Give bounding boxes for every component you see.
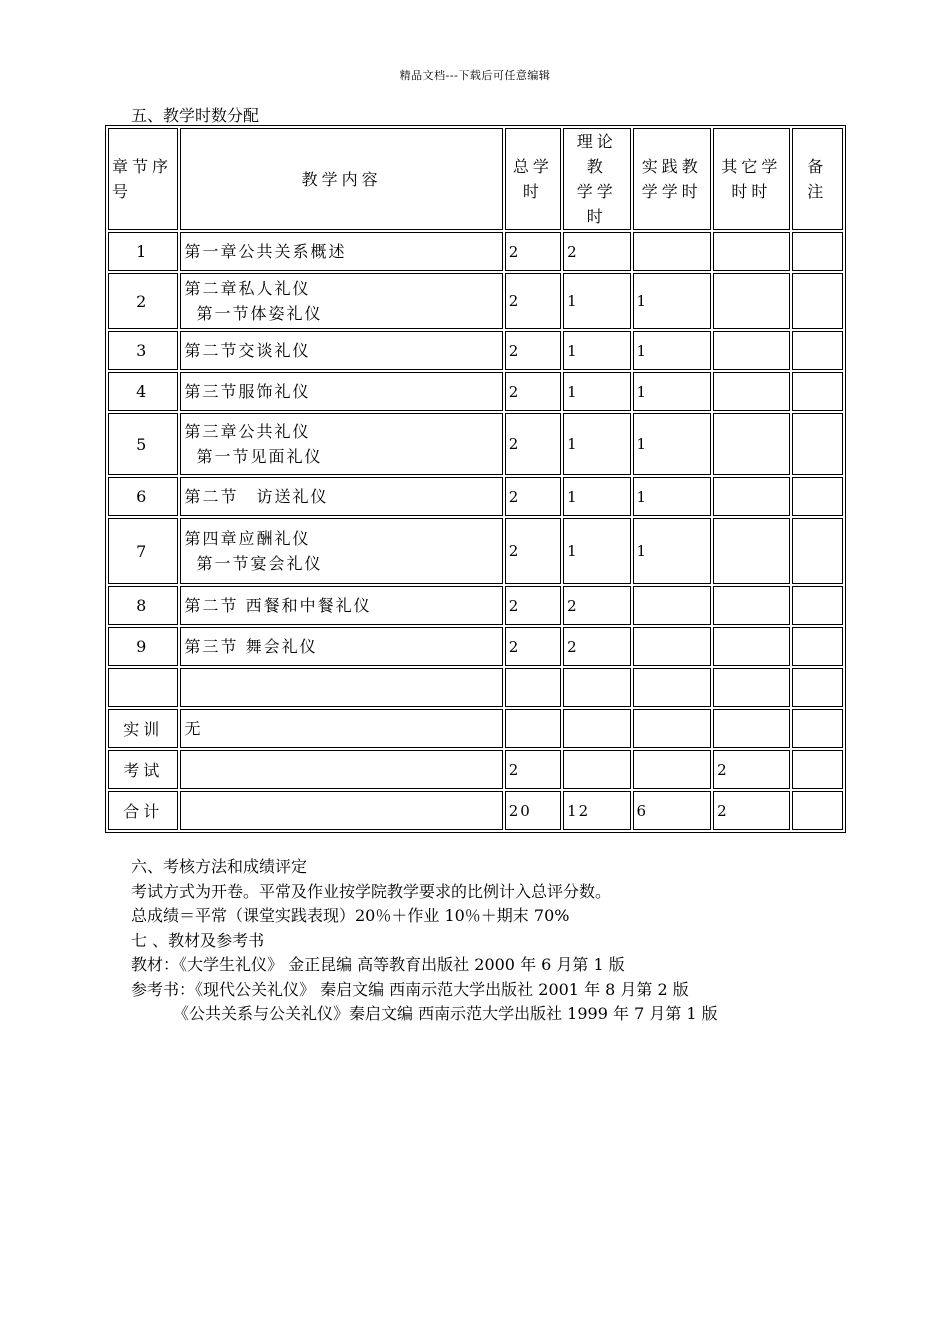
cell-theory: 1 — [563, 331, 630, 370]
content-line: 第三节服饰礼仪 — [184, 382, 311, 401]
cell-total: 2 — [505, 273, 561, 329]
page-header: 精品文档---下载后可任意编辑 — [399, 69, 551, 82]
cell-index: 6 — [108, 477, 178, 516]
table-row — [108, 627, 843, 666]
header-theory-line2: 学学时 — [576, 182, 617, 226]
cell-other — [713, 372, 790, 411]
cell-theory: 1 — [563, 518, 630, 584]
cell-theory — [563, 750, 630, 789]
header-chapter-index-line2: 号 — [112, 182, 133, 201]
cell-theory: 1 — [563, 477, 630, 516]
grade-formula-text: 总成绩＝平常（课堂实践表现）20％＋作业 10％＋期末 70% — [131, 906, 570, 925]
cell-practice: 1 — [633, 477, 712, 516]
content-line: 第一章公共关系概述 — [184, 242, 347, 261]
cell-total: 2 — [505, 372, 561, 411]
cell-remark — [792, 232, 843, 271]
header-practice-line2: 学学时 — [641, 182, 702, 201]
cell-index: 7 — [108, 518, 178, 584]
cell-content — [180, 232, 502, 271]
cell-remark — [792, 668, 843, 707]
cell-other — [713, 668, 790, 707]
cell-other — [713, 518, 790, 584]
cell-content — [180, 372, 502, 411]
assessment-and-textbooks — [131, 855, 718, 1027]
cell-content — [180, 477, 502, 516]
cell-content — [180, 750, 502, 789]
cell-total: 2 — [505, 586, 561, 625]
table-header-row — [108, 128, 843, 230]
header-other-hours — [713, 128, 790, 230]
cell-total: 2 — [505, 232, 561, 271]
header-chapter-index — [108, 128, 178, 230]
cell-remark — [792, 709, 843, 748]
cell-practice — [633, 232, 712, 271]
cell-content — [180, 709, 502, 748]
cell-other — [713, 413, 790, 475]
header-total-line1: 总学 — [512, 157, 553, 176]
textbook-text: 教材：《大学生礼仪》 金正昆编 高等教育出版社 2000 年 6 月第 1 版 — [131, 955, 625, 974]
header-practice-line1: 实践教 — [641, 157, 702, 176]
cell-practice — [633, 709, 712, 748]
table-row — [108, 709, 843, 748]
cell-theory — [563, 709, 630, 748]
cell-content — [180, 586, 502, 625]
cell-total: 2 — [505, 750, 561, 789]
cell-practice — [633, 627, 712, 666]
cell-practice — [633, 586, 712, 625]
table-row — [108, 586, 843, 625]
cell-index: 2 — [108, 273, 178, 329]
cell-practice — [633, 668, 712, 707]
cell-remark — [792, 518, 843, 584]
content-line: 第三节 舞会礼仪 — [184, 637, 318, 656]
cell-index: 5 — [108, 413, 178, 475]
header-remark-line2: 注 — [807, 182, 828, 201]
cell-other — [713, 586, 790, 625]
cell-practice: 6 — [633, 791, 712, 830]
cell-index: 1 — [108, 232, 178, 271]
cell-theory: 2 — [563, 586, 630, 625]
cell-total — [505, 709, 561, 748]
content-line: 第四章应酬礼仪 — [184, 529, 311, 548]
cell-theory: 2 — [563, 232, 630, 271]
table-row — [108, 273, 843, 329]
cell-practice: 1 — [633, 518, 712, 584]
cell-remark — [792, 750, 843, 789]
content-line: 无 — [184, 719, 203, 738]
cell-practice: 1 — [633, 331, 712, 370]
header-theory-hours — [563, 128, 630, 230]
cell-content — [180, 331, 502, 370]
table-row — [108, 413, 843, 475]
content-line: 第三章公共礼仪 — [184, 422, 311, 441]
cell-remark — [792, 331, 843, 370]
table-row — [108, 668, 843, 707]
table-row — [108, 791, 843, 830]
content-line: 第二节交谈礼仪 — [184, 341, 311, 360]
cell-other — [713, 273, 790, 329]
header-total-line2: 时 — [522, 182, 543, 201]
cell-content — [180, 273, 502, 329]
content-line: 第二节 访送礼仪 — [184, 487, 329, 506]
cell-theory: 1 — [563, 273, 630, 329]
section-title-assessment: 六、考核方法和成绩评定 — [131, 857, 308, 876]
cell-remark — [792, 477, 843, 516]
header-remark — [792, 128, 843, 230]
cell-total: 2 — [505, 627, 561, 666]
cell-practice: 1 — [633, 372, 712, 411]
cell-content — [180, 518, 502, 584]
cell-content — [180, 668, 502, 707]
cell-index: 8 — [108, 586, 178, 625]
content-line: 第二节 西餐和中餐礼仪 — [184, 596, 372, 615]
cell-index: 实训 — [108, 709, 178, 748]
cell-total — [505, 668, 561, 707]
cell-theory: 1 — [563, 413, 630, 475]
cell-other — [713, 627, 790, 666]
reference-item: 《公共关系与公关礼仪》秦启文编 西南示范大学出版社 1999 年 7 月第 1 版 — [173, 1004, 718, 1023]
header-remark-line1: 备 — [807, 157, 828, 176]
cell-index: 3 — [108, 331, 178, 370]
cell-theory — [563, 668, 630, 707]
cell-index: 考试 — [108, 750, 178, 789]
cell-index — [108, 668, 178, 707]
cell-theory: 12 — [563, 791, 630, 830]
cell-index: 4 — [108, 372, 178, 411]
table-row — [108, 331, 843, 370]
content-line: 第一节见面礼仪 — [196, 447, 323, 466]
table-row — [108, 372, 843, 411]
cell-other — [713, 232, 790, 271]
cell-other: 2 — [713, 791, 790, 830]
teaching-hours-table — [105, 125, 846, 833]
table-row — [108, 232, 843, 271]
cell-total: 2 — [505, 413, 561, 475]
cell-remark — [792, 413, 843, 475]
cell-remark — [792, 627, 843, 666]
section-title-textbooks: 七 、教材及参考书 — [131, 930, 265, 950]
cell-theory: 1 — [563, 372, 630, 411]
cell-content — [180, 627, 502, 666]
cell-index: 合计 — [108, 791, 178, 830]
table-row — [108, 518, 843, 584]
section-title-teaching-hours: 五、教学时数分配 — [131, 106, 260, 125]
header-total-hours — [505, 128, 561, 230]
header-theory-line1: 理论教 — [576, 132, 617, 176]
cell-remark — [792, 273, 843, 329]
cell-other — [713, 477, 790, 516]
cell-practice: 1 — [633, 413, 712, 475]
cell-content — [180, 413, 502, 475]
table-row — [108, 750, 843, 789]
reference-item: 参考书：《现代公关礼仪》 秦启文编 西南示范大学出版社 2001 年 8 月第 2 版 — [131, 979, 689, 999]
cell-other — [713, 331, 790, 370]
cell-other: 2 — [713, 750, 790, 789]
table-row — [108, 477, 843, 516]
header-practice-hours — [633, 128, 712, 230]
cell-remark — [792, 372, 843, 411]
content-line: 第一节体姿礼仪 — [196, 304, 323, 323]
content-line: 第二章私人礼仪 — [184, 279, 311, 298]
cell-remark — [792, 586, 843, 625]
cell-total: 20 — [505, 791, 561, 830]
header-other-line2: 时时 — [731, 182, 772, 201]
cell-index: 9 — [108, 627, 178, 666]
cell-total: 2 — [505, 331, 561, 370]
cell-theory: 2 — [563, 627, 630, 666]
content-line: 第一节宴会礼仪 — [196, 554, 323, 573]
cell-other — [713, 709, 790, 748]
cell-remark — [792, 791, 843, 830]
header-chapter-index-line1: 章节序 — [112, 157, 173, 176]
cell-practice: 1 — [633, 273, 712, 329]
exam-method-text: 考试方式为开卷。平常及作业按学院教学要求的比例计入总评分数。 — [131, 881, 612, 901]
cell-practice — [633, 750, 712, 789]
cell-content — [180, 791, 502, 830]
cell-total: 2 — [505, 477, 561, 516]
header-content: 教学内容 — [180, 128, 502, 230]
header-other-line1: 其它学 — [721, 157, 782, 176]
cell-total: 2 — [505, 518, 561, 584]
